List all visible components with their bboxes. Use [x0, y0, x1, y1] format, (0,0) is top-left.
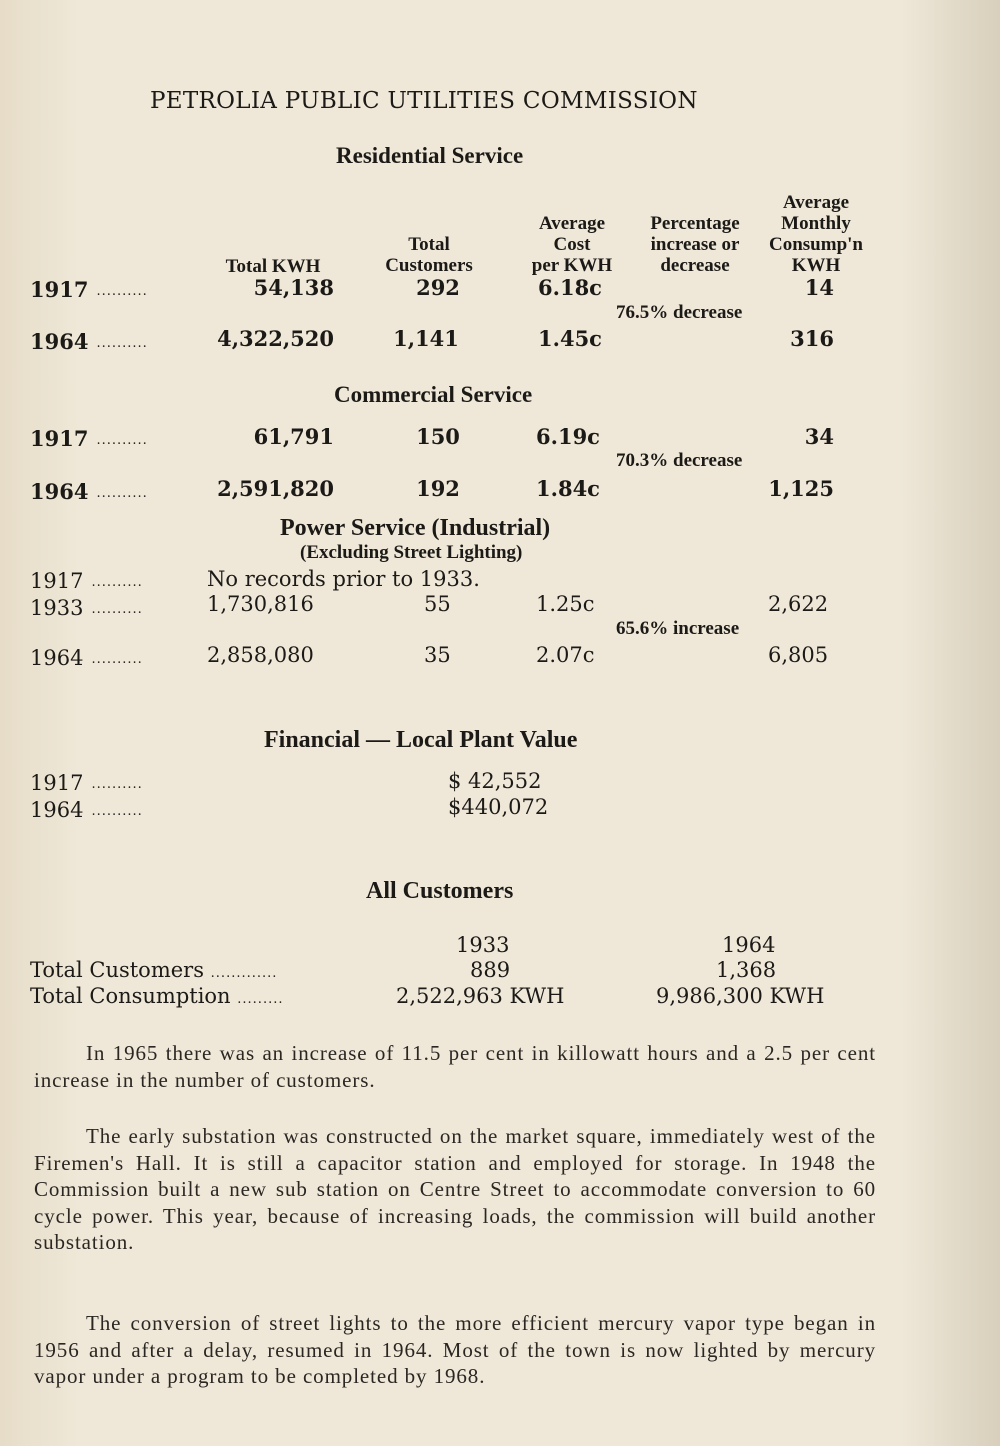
total-consumption-label: Total Consumption ......... — [30, 984, 284, 1008]
paragraph-3: The conversion of street lights to the more efficient mercury vapor type began in 1956 and after a delay, resumed in 1964. Most of the town is now lighted by mercury vapor under a program to be completed by 1968. — [34, 1311, 876, 1388]
commercial-monthly-1964: 1,125 — [768, 476, 834, 501]
total-customers-1964: 1,368 — [716, 958, 777, 982]
residential-monthly-1964: 316 — [790, 326, 834, 351]
residential-cost-1964: 1.45c — [538, 326, 602, 351]
financial-year-1917: 1917 .......... — [30, 771, 143, 795]
power-kwh-1964: 2,858,080 — [207, 643, 314, 667]
total-customers-1933: 889 — [470, 958, 511, 982]
commercial-customers-1964: 192 — [416, 476, 460, 501]
residential-heading: Residential Service — [336, 143, 524, 168]
power-monthly-1964: 6,805 — [768, 643, 829, 667]
power-customers-1933: 55 — [424, 592, 451, 616]
power-subheading: (Excluding Street Lighting) — [300, 542, 523, 563]
power-change: 65.6% increase — [616, 618, 740, 639]
residential-year-1917: 1917 .......... — [30, 277, 148, 302]
residential-kwh-1917: 54,138 — [253, 275, 334, 300]
commercial-cost-1964: 1.84c — [536, 476, 600, 501]
financial-heading: Financial — Local Plant Value — [264, 727, 578, 753]
commercial-heading: Commercial Service — [334, 382, 533, 407]
all-customers-col-1964: 1964 — [722, 933, 776, 957]
residential-year-1964: 1964 .......... — [30, 329, 148, 354]
col-header-percentage-change: Percentage increase or decrease — [650, 213, 740, 276]
paragraph-2: The early substation was constructed on the market square, immediately west of the Firemen's Hall. It is still a capacitor station and employed for storage. In 1948 the Commission built a new sub station on Centre Street to accommodate conversion to 60 cycle power. This year, because of increasing loads, the commission will build another substation. — [34, 1124, 876, 1254]
commercial-year-1917: 1917 .......... — [30, 426, 148, 451]
col-header-average-monthly: Average Monthly Consump'n KWH — [769, 192, 863, 276]
power-no-records-note: No records prior to 1933. — [207, 567, 480, 591]
residential-monthly-1917: 14 — [804, 275, 834, 300]
financial-year-1964: 1964 .......... — [30, 798, 143, 822]
power-cost-1964: 2.07c — [536, 643, 595, 667]
commercial-kwh-1964: 2,591,820 — [217, 476, 334, 501]
commercial-kwh-1917: 61,791 — [253, 424, 334, 449]
commercial-cost-1917: 6.19c — [536, 424, 600, 449]
power-monthly-1933: 2,622 — [768, 592, 829, 616]
financial-value-1964: $440,072 — [448, 795, 549, 819]
col-header-average-cost: Average Cost per KWH — [531, 213, 613, 276]
total-customers-label: Total Customers ............. — [30, 958, 278, 982]
col-header-total-customers: Total Customers — [385, 234, 473, 276]
residential-cost-1917: 6.18c — [538, 275, 602, 300]
all-customers-col-1933: 1933 — [456, 933, 510, 957]
power-year-1964: 1964 .......... — [30, 646, 143, 670]
power-kwh-1933: 1,730,816 — [207, 592, 314, 616]
power-heading: Power Service (Industrial) — [280, 515, 551, 541]
commercial-monthly-1917: 34 — [804, 424, 834, 449]
residential-kwh-1964: 4,322,520 — [217, 326, 334, 351]
commercial-change: 70.3% decrease — [616, 450, 743, 471]
total-consumption-1933: 2,522,963 KWH — [396, 984, 565, 1008]
paragraph-1: In 1965 there was an increase of 11.5 per cent in killowatt hours and a 2.5 per cent increase in the number of customers. — [34, 1041, 876, 1092]
power-year-1917: 1917 .......... — [30, 569, 143, 593]
residential-customers-1964: 1,141 — [393, 326, 459, 351]
residential-change: 76.5% decrease — [616, 302, 743, 323]
commercial-year-1964: 1964 .......... — [30, 479, 148, 504]
total-consumption-1964: 9,986,300 KWH — [656, 984, 825, 1008]
col-header-total-kwh: Total KWH — [225, 256, 321, 277]
page-title: PETROLIA PUBLIC UTILITIES COMMISSION — [150, 88, 698, 114]
power-year-1933: 1933 .......... — [30, 596, 143, 620]
commercial-customers-1917: 150 — [416, 424, 460, 449]
residential-customers-1917: 292 — [416, 275, 460, 300]
financial-value-1917: $ 42,552 — [448, 769, 542, 793]
all-customers-heading: All Customers — [366, 878, 514, 904]
power-cost-1933: 1.25c — [536, 592, 595, 616]
power-customers-1964: 35 — [424, 643, 451, 667]
